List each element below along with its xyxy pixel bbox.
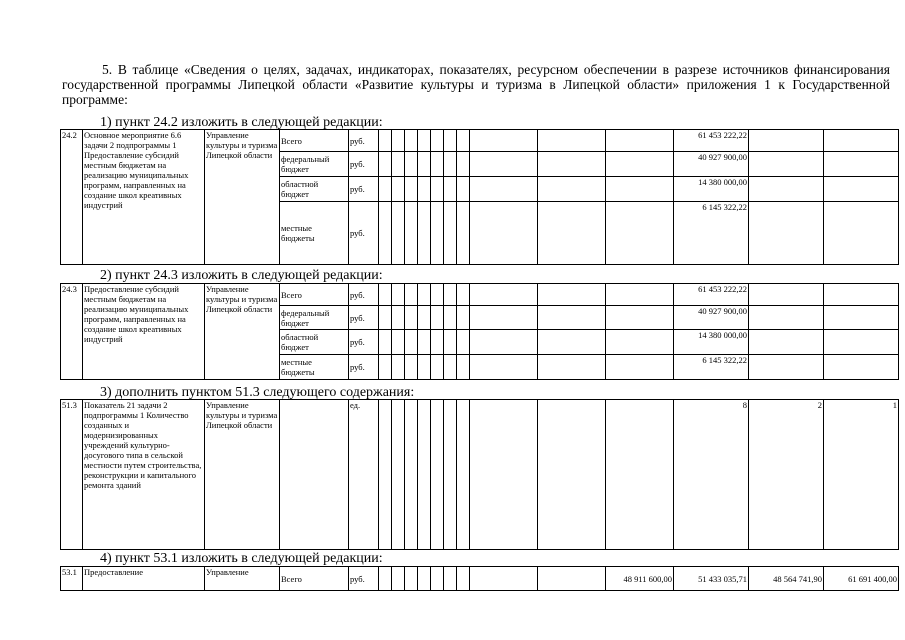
table-row bbox=[61, 567, 899, 591]
row-number: 53.1 bbox=[61, 567, 83, 591]
measure-name: Предоставление субсидий местным бюджетам на реализацию муниципальных программ, направленных на создание школ креативных индустрий bbox=[83, 284, 205, 380]
table-row bbox=[61, 284, 899, 306]
funding-source: федеральный бюджет bbox=[280, 306, 349, 330]
funding-source: областной бюджет bbox=[280, 330, 349, 355]
table-row bbox=[61, 130, 899, 152]
unit: руб. bbox=[349, 306, 379, 330]
value-2022: 14 380 000,00 bbox=[674, 177, 749, 202]
value-2022: 6 145 322,22 bbox=[674, 202, 749, 265]
executor: Управление культуры и туризма Липецкой области bbox=[205, 284, 280, 380]
intro-paragraph bbox=[62, 62, 890, 107]
table-51-3 bbox=[60, 399, 899, 550]
value-2024: 61 691 400,00 bbox=[824, 567, 899, 591]
executor: Управление культуры и туризма Липецкой области bbox=[205, 400, 280, 550]
unit: руб. bbox=[349, 567, 379, 591]
value-2024: 1 bbox=[824, 400, 899, 550]
section-heading-51-3: 3) дополнить пунктом 51.3 следующего содержания: bbox=[100, 385, 415, 400]
value-2022: 14 380 000,00 bbox=[674, 330, 749, 355]
value-2022: 40 927 900,00 bbox=[674, 306, 749, 330]
intro-text: 5. В таблице «Сведения о целях, задачах, индикаторах, показателях, ресурсном обеспечении в разрезе источников финансирования государственной программы Липецкой области «Развитие культуры и туризма в Липецкой области» приложения 1 к Государственной программе: bbox=[62, 62, 890, 107]
unit: руб. bbox=[349, 177, 379, 202]
unit: руб. bbox=[349, 202, 379, 265]
row-number: 24.3 bbox=[61, 284, 83, 380]
value-2022: 8 bbox=[674, 400, 749, 550]
executor: Управление bbox=[205, 567, 280, 591]
funding-source: Всего bbox=[280, 130, 349, 152]
unit: руб. bbox=[349, 130, 379, 152]
funding-source: Всего bbox=[280, 284, 349, 306]
section-heading-53-1: 4) пункт 53.1 изложить в следующей редакции: bbox=[100, 551, 383, 566]
indicator-name: Показатель 21 задачи 2 подпрограммы 1 Количество созданных и модернизированных учреждений культурно-досугового типа в сельской местности путем строительства, реконструкции и капитального ремонта зданий bbox=[83, 400, 205, 550]
row-number: 24.2 bbox=[61, 130, 83, 265]
unit: руб. bbox=[349, 330, 379, 355]
table-53-1 bbox=[60, 566, 899, 591]
measure-name: Предоставление bbox=[83, 567, 205, 591]
value-2023: 48 564 741,90 bbox=[749, 567, 824, 591]
funding-source: федеральный бюджет bbox=[280, 152, 349, 177]
value-2022: 40 927 900,00 bbox=[674, 152, 749, 177]
value-2023: 2 bbox=[749, 400, 824, 550]
funding-source: областной бюджет bbox=[280, 177, 349, 202]
section-heading-24-2: 1) пункт 24.2 изложить в следующей редакции: bbox=[100, 115, 383, 130]
table-24-2 bbox=[60, 129, 899, 265]
unit: руб. bbox=[349, 152, 379, 177]
executor: Управление культуры и туризма Липецкой области bbox=[205, 130, 280, 265]
unit: руб. bbox=[349, 284, 379, 306]
table-24-3 bbox=[60, 283, 899, 380]
value-2022: 6 145 322,22 bbox=[674, 355, 749, 380]
unit: ед. bbox=[349, 400, 379, 550]
funding-source: Всего bbox=[280, 567, 349, 591]
section-heading-24-3: 2) пункт 24.3 изложить в следующей редакции: bbox=[100, 268, 383, 283]
funding-source: местные бюджеты bbox=[280, 355, 349, 380]
funding-source: местные бюджеты bbox=[280, 202, 349, 265]
value-2022: 61 453 222,22 bbox=[674, 130, 749, 152]
row-number: 51.3 bbox=[61, 400, 83, 550]
measure-name: Основное мероприятие 6.6 задачи 2 подпрограммы 1 Предоставление субсидий местным бюджетам на реализацию муниципальных программ, направленных на создание школ креативных индустрий bbox=[83, 130, 205, 265]
value-2022: 51 433 035,71 bbox=[674, 567, 749, 591]
table-row bbox=[61, 400, 899, 550]
unit: руб. bbox=[349, 355, 379, 380]
value-2022: 61 453 222,22 bbox=[674, 284, 749, 306]
value-2021: 48 911 600,00 bbox=[606, 567, 674, 591]
